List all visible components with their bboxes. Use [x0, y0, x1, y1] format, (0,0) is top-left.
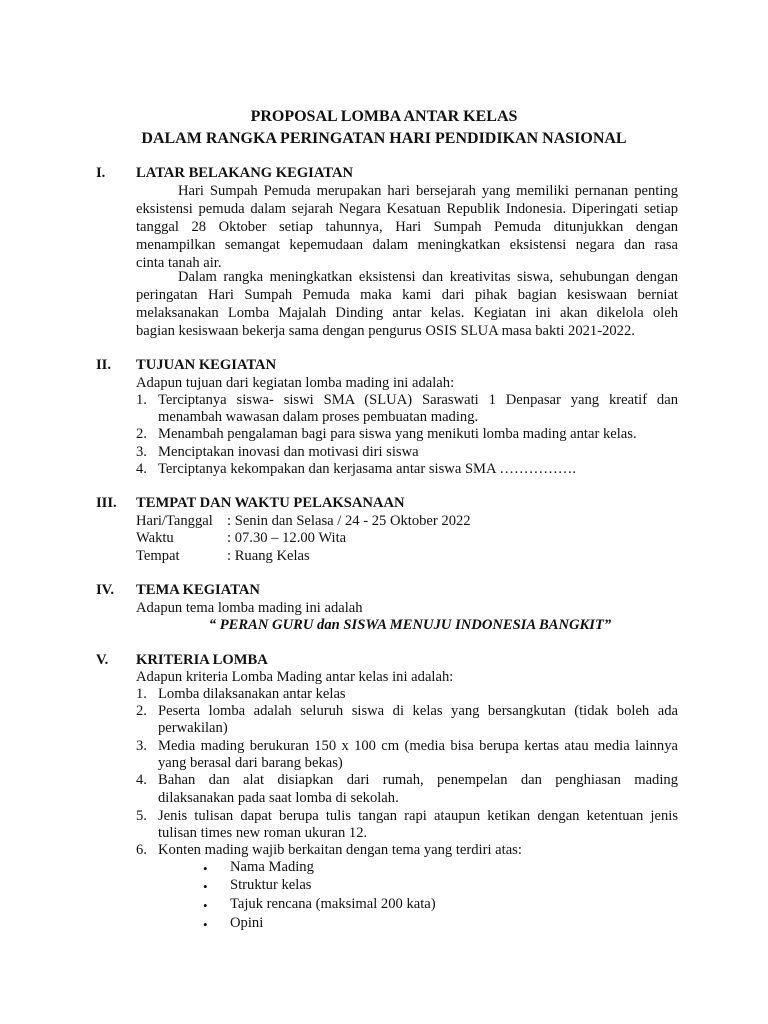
schedule-value-place: : Ruang Kelas [227, 548, 310, 564]
bullet-item-text: Nama Mading [230, 859, 314, 875]
section-1-number: I. [96, 165, 106, 181]
section-1-para-1-line: Hari Sumpah Pemuda merupakan hari bersejarah yang memiliki pernanan penting [178, 183, 678, 199]
bullet-icon: • [203, 898, 208, 913]
bullet-icon: • [203, 879, 208, 894]
list-item-text: Menciptakan inovasi dan motivasi diri siswa [158, 444, 419, 460]
list-item-text: menambah wawasan dalam proses pembuatan mading. [158, 409, 479, 425]
list-item-number: 6. [136, 842, 147, 858]
list-item-text: tulisan times new roman ukuran 12. [158, 825, 368, 841]
theme-statement: “ PERAN GURU dan SISWA MENUJU INDONESIA BANGKIT” [208, 617, 612, 633]
list-item-text: Bahan dan alat disiapkan dari rumah, penempelan dan penghiasan mading [158, 772, 678, 788]
list-item-text: perwakilan) [158, 720, 228, 736]
section-2-number: II. [96, 357, 112, 373]
list-item-number: 2. [136, 426, 147, 442]
doc-title-line-1: PROPOSAL LOMBA ANTAR KELAS [250, 108, 518, 125]
section-2-intro: Adapun tujuan dari kegiatan lomba mading ini adalah: [136, 375, 455, 391]
section-1-para-1-line: tanggal 28 Oktober setiap tahunnya, Hari Sumpah Pemuda ditunjukkan dengan [136, 219, 678, 235]
list-item-number: 2. [136, 703, 147, 719]
list-item-text: Media mading berukuran 150 x 100 cm (media bisa berupa kertas atau media lainnya [158, 738, 678, 754]
schedule-value-time: : 07.30 – 12.00 Wita [227, 530, 347, 546]
doc-title-line-2: DALAM RANGKA PERINGATAN HARI PENDIDIKAN NASIONAL [141, 130, 627, 147]
list-item-text: Terciptanya siswa- siswi SMA (SLUA) Saraswati 1 Denpasar yang kreatif dan [158, 392, 678, 408]
section-5-title: KRITERIA LOMBA [136, 652, 268, 668]
section-3-title: TEMPAT DAN WAKTU PELAKSANAAN [136, 495, 405, 511]
section-1-para-1-line: eksistensi pemuda dalam sejarah Negara Kesatuan Republik Indonesia. Diperingati setiap [136, 201, 678, 217]
schedule-label-time: Waktu [136, 530, 174, 546]
section-3-number: III. [96, 495, 117, 511]
list-item-text: Terciptanya kekompakan dan kerjasama antar siswa SMA ……………. [158, 461, 577, 477]
bullet-item-text: Opini [230, 915, 264, 931]
section-1-para-1-line: menampilkan semangat kepemudaan dalam meningkatkan eksistensi negara dan rasa [136, 237, 678, 253]
schedule-label-place: Tempat [136, 548, 180, 564]
list-item-text: yang berasal dari barang bekas) [158, 755, 343, 771]
section-1-title: LATAR BELAKANG KEGIATAN [136, 165, 354, 181]
list-item-number: 4. [136, 461, 147, 477]
list-item-text: Menambah pengalaman bagi para siswa yang menikuti lomba mading antar kelas. [158, 426, 637, 442]
section-4-intro: Adapun tema lomba mading ini adalah [136, 600, 363, 616]
schedule-value-day: : Senin dan Selasa / 24 - 25 Oktober 2022 [227, 513, 471, 529]
list-item-text: Jenis tulisan dapat berupa tulis tangan rapi ataupun ketikan dengan ketentuan jenis [158, 808, 678, 824]
section-1-para-2-line: melaksanakan Lomba Majalah Dinding antar kelas. Kegiatan ini akan dikelola oleh [136, 305, 678, 321]
list-item-number: 5. [136, 808, 147, 824]
bullet-icon: • [203, 861, 208, 876]
bullet-icon: • [203, 917, 208, 932]
section-5-number: V. [96, 652, 109, 668]
section-1-para-2-line: peringatan Hari Sumpah Pemuda maka kami dari pihak bagian kesiswaan berniat [136, 287, 678, 303]
list-item-number: 3. [136, 738, 147, 754]
bullet-item-text: Tajuk rencana (maksimal 200 kata) [230, 896, 436, 912]
list-item-text: Lomba dilaksanakan antar kelas [158, 686, 346, 702]
section-1-para-1-line: cinta tanah air. [136, 255, 222, 271]
list-item-text: Konten mading wajib berkaitan dengan tema yang terdiri atas: [158, 842, 522, 858]
list-item-number: 3. [136, 444, 147, 460]
section-4-number: IV. [96, 582, 114, 598]
schedule-label-day: Hari/Tanggal [136, 513, 213, 529]
list-item-number: 1. [136, 686, 147, 702]
section-1-para-2-line: Dalam rangka meningkatkan eksistensi dan kreativitas siswa, sehubungan dengan [178, 269, 678, 285]
list-item-number: 4. [136, 772, 147, 788]
section-5-intro: Adapun kriteria Lomba Mading antar kelas ini adalah: [136, 669, 454, 685]
list-item-text: dilaksanakan pada saat lomba di sekolah. [158, 790, 399, 806]
section-1-para-2-line: bagian kesiswaan bekerja sama dengan pengurus OSIS SLUA masa bakti 2021-2022. [136, 323, 635, 339]
list-item-number: 1. [136, 392, 147, 408]
bullet-item-text: Struktur kelas [230, 877, 312, 893]
section-2-title: TUJUAN KEGIATAN [136, 357, 277, 373]
section-4-title: TEMA KEGIATAN [136, 582, 260, 598]
list-item-text: Peserta lomba adalah seluruh siswa di kelas yang bersangkutan (tidak boleh ada [158, 703, 678, 719]
